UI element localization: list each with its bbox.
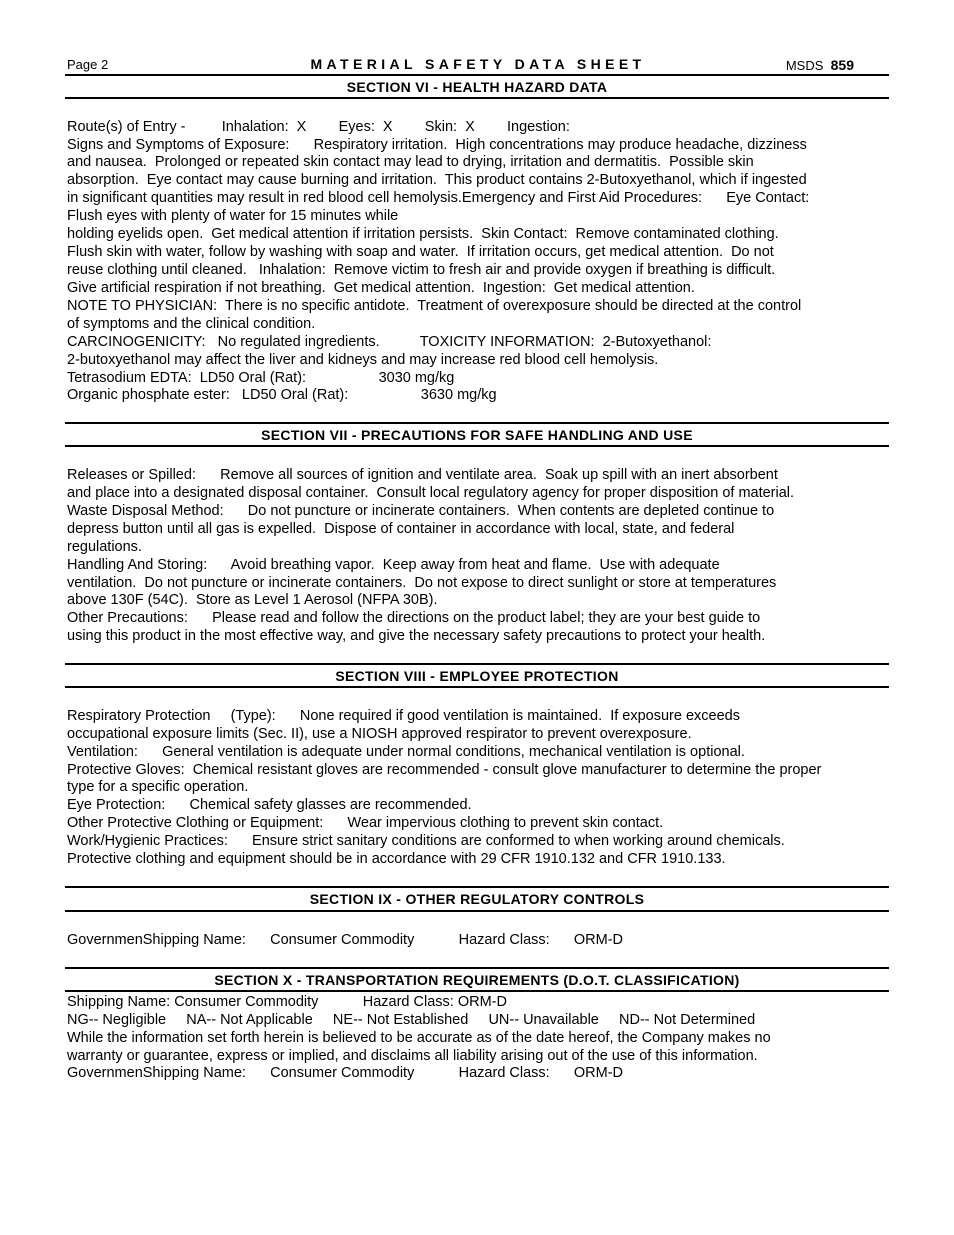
page-header (67, 56, 889, 74)
text-line: 2-butoxyethanol may affect the liver and kidneys and may increase red blood cell hemolysis. (67, 352, 659, 368)
text-line: Eye Protection: Chemical safety glasses are recommended. (67, 797, 472, 813)
rule (65, 445, 889, 447)
rule (65, 686, 889, 688)
section-title-vii: SECTION VII - PRECAUTIONS FOR SAFE HANDLING AND USE (261, 427, 693, 443)
text-line: holding eyelids open. Get medical attention if irritation persists. Skin Contact: Remove contaminated clothing. (67, 226, 779, 242)
rule (65, 910, 889, 912)
section-title-viii: SECTION VIII - EMPLOYEE PROTECTION (335, 668, 619, 684)
rule (65, 663, 889, 665)
text-line: and nausea. Prolonged or repeated skin contact may lead to drying, irritation and dermatitis. Possible skin (67, 154, 754, 170)
text-line: warranty or guarantee, express or implied, and disclaims all liability arising out of the use of this information. (67, 1048, 758, 1064)
text-line: reuse clothing until cleaned. Inhalation: Remove victim to fresh air and provide oxygen if breathing is difficult. (67, 262, 776, 278)
text-line: Other Protective Clothing or Equipment: Wear impervious clothing to prevent skin contact. (67, 815, 664, 831)
text-line: NOTE TO PHYSICIAN: There is no specific antidote. Treatment of overexposure should be directed at the control (67, 298, 802, 314)
text-line: Work/Hygienic Practices: Ensure strict sanitary conditions are conformed to when working around chemicals. (67, 833, 785, 849)
rule (65, 990, 889, 992)
text-line: Handling And Storing: Avoid breathing vapor. Keep away from heat and flame. Use with adequate (67, 557, 720, 573)
text-line: and place into a designated disposal container. Consult local regulatory agency for proper disposition of material. (67, 485, 795, 501)
text-line: regulations. (67, 539, 142, 555)
text-line: using this product in the most effective way, and give the necessary safety precautions to protect your health. (67, 628, 766, 644)
msds-label: MSDS (785, 58, 824, 73)
section-title-vi: SECTION VI - HEALTH HAZARD DATA (346, 79, 608, 95)
text-line: Releases or Spilled: Remove all sources of ignition and ventilate area. Soak up spill with an inert absorbent (67, 467, 778, 483)
text-line: While the information set forth herein is believed to be accurate as of the date hereof, the Company makes no (67, 1030, 771, 1046)
rule (65, 74, 889, 76)
text-line: Waste Disposal Method: Do not puncture or incinerate containers. When contents are depleted continue to (67, 503, 775, 519)
text-line: depress button until all gas is expelled. Dispose of container in accordance with local, state, and federal (67, 521, 735, 537)
document-title: MATERIAL SAFETY DATA SHEET (310, 56, 646, 72)
text-line: Signs and Symptoms of Exposure: Respiratory irritation. High concentrations may produce headache, dizziness (67, 137, 807, 153)
section-title-ix: SECTION IX - OTHER REGULATORY CONTROLS (309, 891, 645, 907)
page-number: Page 2 (67, 57, 109, 72)
text-line: CARCINOGENICITY: No regulated ingredients. TOXICITY INFORMATION: 2-Butoxyethanol: (67, 334, 712, 350)
msds-number: 859 (830, 57, 854, 73)
text-line: Protective Gloves: Chemical resistant gloves are recommended - consult glove manufacturer to determine the proper (67, 762, 822, 778)
text-line: type for a specific operation. (67, 779, 249, 795)
text-line: Give artificial respiration if not breathing. Get medical attention. Ingestion: Get medical attention. (67, 280, 695, 296)
text-line: absorption. Eye contact may cause burning and irritation. This product contains 2-Butoxyethanol, which if ingested (67, 172, 807, 188)
text-line: Shipping Name: Consumer Commodity Hazard Class: ORM-D (67, 994, 507, 1010)
text-line: above 130F (54C). Store as Level 1 Aerosol (NFPA 30B). (67, 592, 438, 608)
text-line: GovernmenShipping Name: Consumer Commodity Hazard Class: ORM-D (67, 932, 624, 948)
text-line: of symptoms and the clinical condition. (67, 316, 316, 332)
text-line: Other Precautions: Please read and follow the directions on the product label; they are your best guide to (67, 610, 761, 626)
text-line: Protective clothing and equipment should be in accordance with 29 CFR 1910.132 and CFR 1910.133. (67, 851, 726, 867)
text-line: Respiratory Protection (Type): None required if good ventilation is maintained. If exposure exceeds (67, 708, 740, 724)
section-title-x: SECTION X - TRANSPORTATION REQUIREMENTS (D.O.T. CLASSIFICATION) (214, 972, 740, 988)
text-line: in significant quantities may result in red blood cell hemolysis.Emergency and First Aid Procedures: Eye Contact: (67, 190, 810, 206)
text-line: ventilation. Do not puncture or incinerate containers. Do not expose to direct sunlight or store at temperatures (67, 575, 777, 591)
text-line: Ventilation: General ventilation is adequate under normal conditions, mechanical ventilation is optional. (67, 744, 745, 760)
rule (65, 886, 889, 888)
text-line: GovernmenShipping Name: Consumer Commodity Hazard Class: ORM-D (67, 1065, 624, 1081)
rule (65, 967, 889, 969)
msds-id (786, 57, 854, 73)
text-line: NG-- Negligible NA-- Not Applicable NE-- Not Established UN-- Unavailable ND-- Not Determined (67, 1012, 756, 1028)
rule (65, 422, 889, 424)
text-line: occupational exposure limits (Sec. II), use a NIOSH approved respirator to prevent overexposure. (67, 726, 692, 742)
text-line: Flush eyes with plenty of water for 15 minutes while (67, 208, 399, 224)
text-line: Organic phosphate ester: LD50 Oral (Rat): 3630 mg/kg (67, 387, 497, 403)
text-line: Tetrasodium EDTA: LD50 Oral (Rat): 3030 mg/kg (67, 370, 455, 386)
rule (65, 97, 889, 99)
text-line: Route(s) of Entry - Inhalation: X Eyes: X Skin: X Ingestion: (67, 119, 570, 135)
text-line: Flush skin with water, follow by washing with soap and water. If irritation occurs, get medical attention. Do not (67, 244, 774, 260)
